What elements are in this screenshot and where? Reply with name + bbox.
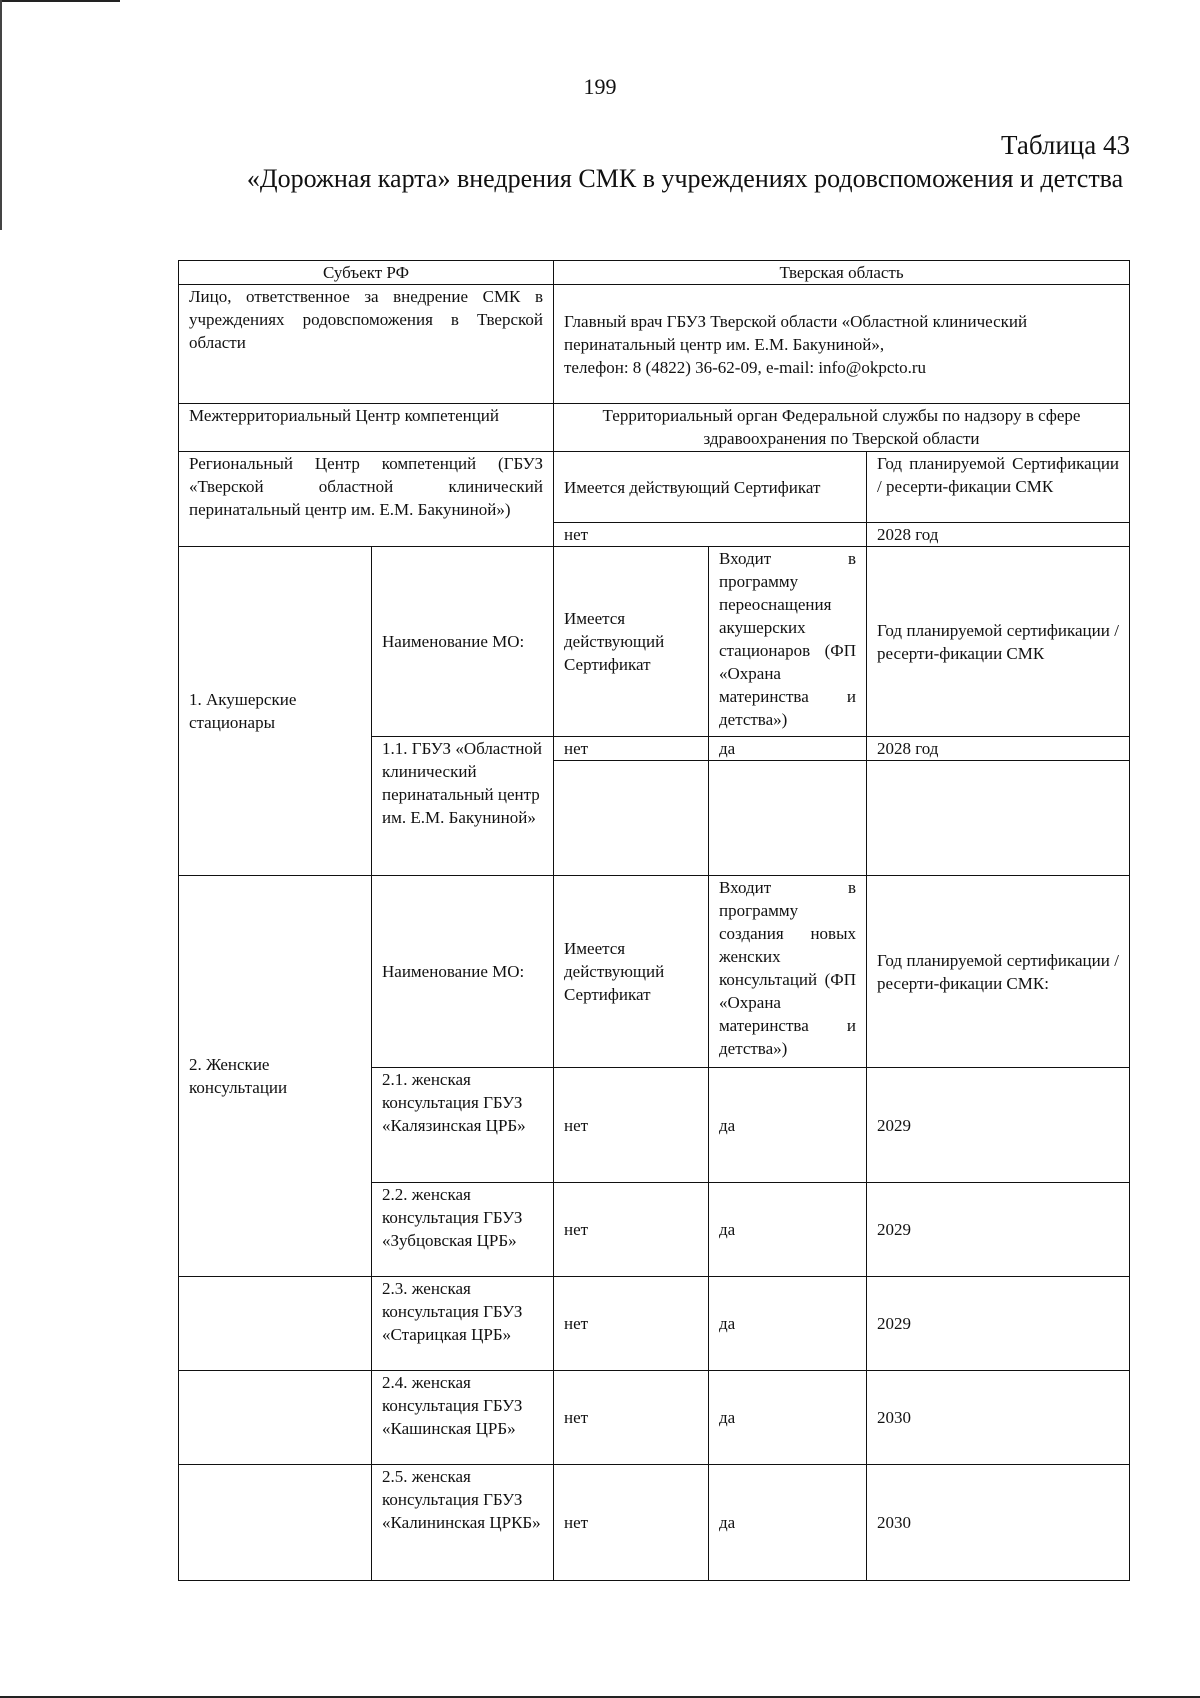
table-row (179, 261, 1130, 285)
section1-col-cert: Имеется действующий Сертификат (554, 547, 709, 737)
responsible-contacts: телефон: 8 (4822) 36-62-09, e-mail: info@okpcto.ru (564, 357, 927, 377)
section2-category: 2. Женские консультации (179, 876, 372, 1277)
section2-row3-name: 2.3. женская консультация ГБУЗ «Старицкая ЦРБ» (372, 1277, 554, 1371)
regional-cert-value: нет (554, 523, 867, 547)
section2-row5-year: 2030 (867, 1465, 1130, 1581)
regional-year-value: 2028 год (867, 523, 1130, 547)
empty-cell (179, 1465, 372, 1581)
section2-row2-cert: нет (554, 1183, 709, 1277)
section1-row1-program: да (709, 737, 867, 761)
center-value: Территориальный орган Федеральной службы по надзору в сфере здравоохранения по Тверской области (554, 404, 1130, 452)
subject-label: Субъект РФ (179, 261, 554, 285)
section2-row3-year: 2029 (867, 1277, 1130, 1371)
table-row (179, 1371, 1130, 1465)
section1-col-name: Наименование МО: (372, 547, 554, 737)
section2-row4-name: 2.4. женская консультация ГБУЗ «Кашинская ЦРБ» (372, 1371, 554, 1465)
roadmap-table (178, 260, 1130, 1581)
section2-row5-program: да (709, 1465, 867, 1581)
responsible-value (554, 285, 1130, 404)
regional-year-header: Год планируемой Сертификации / ресерти-фикации СМК (867, 452, 1130, 523)
table-row (179, 452, 1130, 523)
empty-cell (179, 1371, 372, 1465)
section2-row5-name: 2.5. женская консультация ГБУЗ «Калининская ЦРКБ» (372, 1465, 554, 1581)
empty-cell (554, 761, 709, 876)
section1-row1-cert: нет (554, 737, 709, 761)
scan-edge-left (0, 0, 2, 230)
regional-label: Региональный Центр компетенций (ГБУЗ «Тверской областной клинический перинатальный центр им. Е.М. Бакуниной») (179, 452, 554, 547)
subject-value: Тверская область (554, 261, 1130, 285)
section2-row4-program: да (709, 1371, 867, 1465)
empty-cell (179, 1277, 372, 1371)
empty-cell (867, 761, 1130, 876)
section1-col-program: Входит в программу переоснащения акушерских стационаров (ФП «Охрана материнства и детства») (709, 547, 867, 737)
table-number: Таблица 43 (1001, 130, 1130, 160)
section1-row1-name: 1.1. ГБУЗ «Областной клинический перинатальный центр им. Е.М. Бакуниной» (372, 737, 554, 876)
section2-col-program: Входит в программу создания новых женских консультаций (ФП «Охрана материнства и детства») (709, 876, 867, 1068)
section2-row5-cert: нет (554, 1465, 709, 1581)
table-row (179, 404, 1130, 452)
regional-cert-header: Имеется действующий Сертификат (554, 452, 867, 523)
section2-row1-cert: нет (554, 1068, 709, 1183)
section2-col-name: Наименование МО: (372, 876, 554, 1068)
table-row (179, 1465, 1130, 1581)
section2-row4-cert: нет (554, 1371, 709, 1465)
center-label: Межтерриториальный Центр компетенций (179, 404, 554, 452)
table-row (179, 285, 1130, 404)
responsible-person: Главный врач ГБУЗ Тверской области «Областной клинический перинатальный центр им. Е.М. Бакуниной», (564, 311, 1028, 354)
section1-category: 1. Акушерские стационары (179, 547, 372, 876)
empty-cell (709, 761, 867, 876)
section1-row1-year: 2028 год (867, 737, 1130, 761)
section2-col-year: Год планируемой сертификации / ресерти-фикации СМК: (867, 876, 1130, 1068)
responsible-label: Лицо, ответственное за внедрение СМК в учреждениях родовспоможения в Тверской области (179, 285, 554, 404)
section2-row3-cert: нет (554, 1277, 709, 1371)
section2-row1-name: 2.1. женская консультация ГБУЗ «Калязинская ЦРБ» (372, 1068, 554, 1183)
document-title: «Дорожная карта» внедрения СМК в учреждениях родовспоможения и детства (246, 164, 1124, 193)
scan-edge-top (0, 0, 120, 2)
section2-row2-year: 2029 (867, 1183, 1130, 1277)
section2-row2-name: 2.2. женская консультация ГБУЗ «Зубцовская ЦРБ» (372, 1183, 554, 1277)
table-row (179, 1277, 1130, 1371)
section2-row1-year: 2029 (867, 1068, 1130, 1183)
table-row (179, 547, 1130, 737)
section2-row1-program: да (709, 1068, 867, 1183)
table-row (179, 876, 1130, 1068)
section2-row3-program: да (709, 1277, 867, 1371)
page-number: 199 (583, 74, 617, 99)
section2-col-cert: Имеется действующий Сертификат (554, 876, 709, 1068)
section2-row2-program: да (709, 1183, 867, 1277)
section1-col-year: Год планируемой сертификации / ресерти-фикации СМК (867, 547, 1130, 737)
section2-row4-year: 2030 (867, 1371, 1130, 1465)
